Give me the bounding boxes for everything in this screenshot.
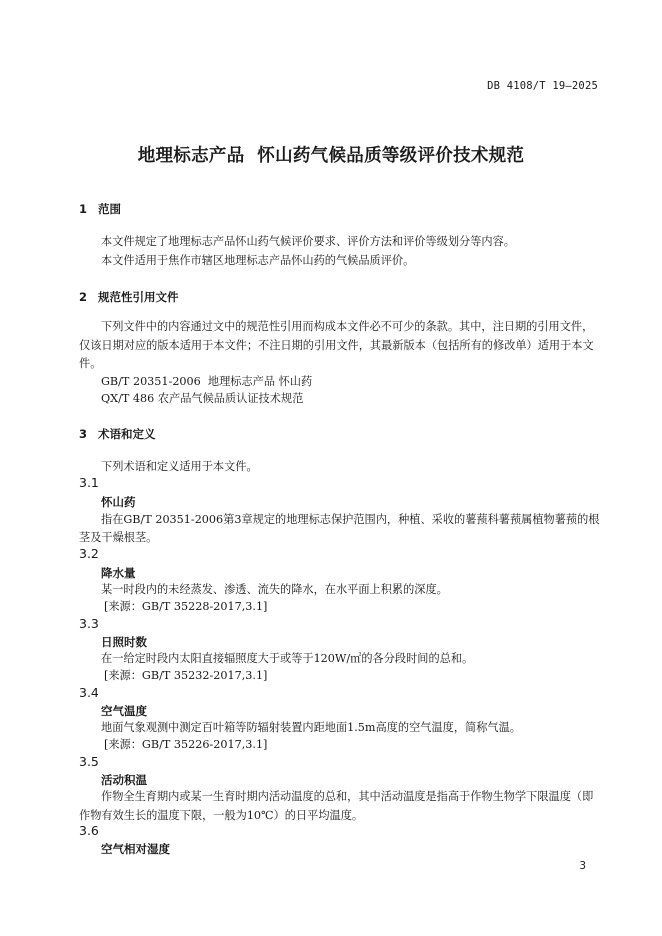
section-number: 3 — [79, 427, 88, 441]
term-name: 日照时数 — [101, 635, 147, 649]
term-number: 3.4 — [79, 685, 99, 700]
term-definition: 指在GB/T 20351-2006第3章规定的地理标志保护范围内，种植、采收的薯蓣科薯蓣属植物薯蓣的根茎及干燥根茎。 — [79, 513, 600, 544]
term-name: 空气相对湿度 — [101, 842, 170, 856]
section-heading-scope — [79, 201, 121, 217]
paragraph: 本文件规定了地理标志产品怀山药气候评价要求、评价方法和评价等级划分等内容。 — [101, 235, 515, 248]
document-title: 地理标志产品 怀山药气候品质等级评价技术规范 — [137, 146, 525, 166]
section-number: 1 — [79, 202, 88, 216]
term-definition: 作物全生育期内或某一生育时期内活动温度的总和，其中活动温度是指高于作物生物学下限温度（即作物有效生长的温度下限，一般为10℃）的日平均温度。 — [79, 790, 594, 822]
paragraph: 本文件适用于焦作市辖区地理标志产品怀山药的气候品质评价。 — [101, 254, 415, 267]
page-number: 3 — [579, 860, 586, 872]
standard-code: DB 4108/T 19—2025 — [487, 80, 598, 92]
section-heading-terms-definitions — [79, 426, 156, 442]
section-title: 范围 — [98, 202, 121, 216]
term-source: [来源：GB/T 35228-2017,3.1] — [104, 600, 268, 613]
section-title: 术语和定义 — [98, 427, 156, 441]
term-name: 空气温度 — [101, 704, 147, 718]
term-source: [来源：GB/T 35226-2017,3.1] — [104, 738, 268, 751]
section-title: 规范性引用文件 — [98, 290, 179, 304]
paragraph: 下列术语和定义适用于本文件。 — [101, 460, 258, 473]
term-definition: 在一给定时段内太阳直接辐照度大于或等于120W/㎡的各分段时间的总和。 — [101, 652, 474, 665]
term-name: 怀山药 — [101, 495, 136, 509]
term-number: 3.3 — [79, 616, 99, 631]
reference-item: GB/T 20351-2006 地理标志产品 怀山药 — [101, 375, 313, 388]
section-number: 2 — [79, 290, 88, 304]
term-definition: 地面气象观测中测定百叶箱等防辐射装置内距地面1.5m高度的空气温度，简称气温。 — [101, 721, 521, 734]
term-name: 降水量 — [101, 566, 136, 580]
term-number: 3.5 — [79, 754, 99, 769]
term-number: 3.6 — [79, 823, 99, 838]
section-heading-normative-references — [79, 289, 179, 305]
term-number: 3.2 — [79, 546, 99, 561]
reference-item: QX/T 486 农产品气候品质认证技术规范 — [101, 392, 304, 405]
term-name: 活动积温 — [101, 773, 147, 787]
paragraph: 下列文件中的内容通过文中的规范性引用而构成本文件必不可少的条款。其中，注日期的引用文件，仅该日期对应的版本适用于本文件；不注日期的引用文件，其最新版本（包括所有的修改单）适用于本文件。 — [79, 320, 594, 370]
term-number: 3.1 — [79, 475, 99, 490]
term-source: [来源：GB/T 35232-2017,3.1] — [104, 669, 268, 682]
term-definition: 某一时段内的未经蒸发、渗透、流失的降水，在水平面上积累的深度。 — [101, 583, 448, 596]
